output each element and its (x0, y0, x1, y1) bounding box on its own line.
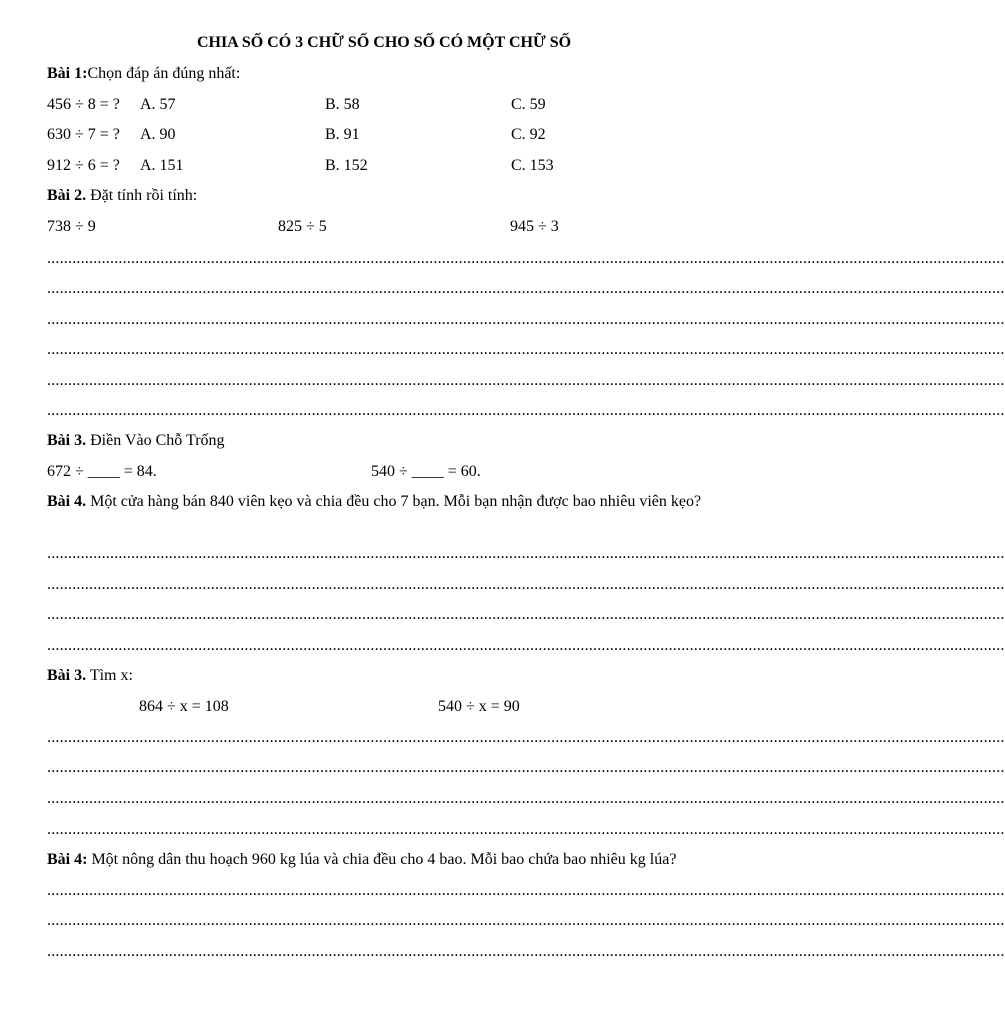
option-c: C. 92 (511, 126, 546, 143)
bai2-text: Đặt tính rồi tính: (86, 187, 198, 204)
bai4a-text: Một cửa hàng bán 840 viên kẹo và chia đều cho 7 bạn. Mỗi bạn nhận được bao nhiêu viên kẹo? (86, 493, 702, 510)
option-b: B. 58 (325, 96, 360, 113)
bai1-text: Chọn đáp án đúng nhất: (87, 65, 241, 82)
bai4b-label: Bài 4: (47, 851, 88, 868)
bai4b-text: Một nông dân thu hoạch 960 kg lúa và chia đều cho 4 bao. Mỗi bao chứa bao nhiêu kg lúa? (87, 851, 677, 868)
answer-line: .................................................................................................................................................................................................................................... (47, 250, 1005, 267)
problem: 738 ÷ 9 (47, 218, 96, 235)
bai3a-heading (47, 431, 722, 451)
problem: 945 ÷ 3 (510, 218, 559, 235)
answer-line: .................................................................................................................................................................................................................................... (47, 341, 1005, 358)
bai2-label: Bài 2. (47, 187, 87, 204)
bai4a-heading (47, 491, 722, 512)
option-b: B. 91 (325, 126, 360, 143)
option-c: C. 59 (511, 96, 546, 113)
answer-line: .................................................................................................................................................................................................................................... (47, 280, 1005, 297)
option-c: C. 153 (511, 157, 554, 174)
bai4b-heading (47, 850, 722, 870)
answer-line: .................................................................................................................................................................................................................................... (47, 545, 1005, 562)
bai3b-text: Tìm x: (86, 667, 133, 684)
bai2-heading (47, 186, 722, 206)
answer-line: .................................................................................................................................................................................................................................... (47, 311, 1005, 328)
find-x-problem: 540 ÷ x = 90 (438, 698, 520, 715)
bai1-label: Bài 1: (47, 65, 88, 82)
answer-line: .................................................................................................................................................................................................................................... (47, 402, 1005, 419)
option-a: A. 90 (140, 126, 176, 143)
bai3b-label: Bài 3. (47, 667, 87, 684)
answer-line: .................................................................................................................................................................................................................................... (47, 637, 1005, 654)
find-x-problem: 864 ÷ x = 108 (139, 698, 229, 715)
question: 456 ÷ 8 = ? (47, 96, 120, 113)
answer-line: .................................................................................................................................................................................................................................... (47, 912, 1005, 929)
answer-line: .................................................................................................................................................................................................................................... (47, 759, 1005, 776)
question: 912 ÷ 6 = ? (47, 157, 120, 174)
answer-line: .................................................................................................................................................................................................................................... (47, 606, 1005, 623)
option-a: A. 57 (140, 96, 176, 113)
bai1-heading (47, 64, 722, 84)
answer-line: .................................................................................................................................................................................................................................... (47, 372, 1005, 389)
bai3a-label: Bài 3. (47, 432, 87, 449)
bai3b-heading (47, 666, 722, 686)
question: 630 ÷ 7 = ? (47, 126, 120, 143)
answer-line: .................................................................................................................................................................................................................................... (47, 729, 1005, 746)
bai4a-label: Bài 4. (47, 493, 87, 510)
problem: 825 ÷ 5 (278, 218, 327, 235)
fill-blank-problem: 672 ÷ ____ = 84. (47, 463, 157, 480)
fill-blank-problem: 540 ÷ ____ = 60. (371, 463, 481, 480)
answer-line: .................................................................................................................................................................................................................................... (47, 821, 1005, 838)
option-a: A. 151 (140, 157, 184, 174)
option-b: B. 152 (325, 157, 368, 174)
page-title: CHIA SỐ CÓ 3 CHỮ SỐ CHO SỐ CÓ MỘT CHỮ SỐ (196, 34, 572, 51)
answer-line: .................................................................................................................................................................................................................................... (47, 576, 1005, 593)
bai3a-text: Điền Vào Chỗ Trống (86, 432, 225, 449)
answer-line: .................................................................................................................................................................................................................................... (47, 943, 1005, 960)
answer-line: .................................................................................................................................................................................................................................... (47, 882, 1005, 899)
answer-line: .................................................................................................................................................................................................................................... (47, 790, 1005, 807)
